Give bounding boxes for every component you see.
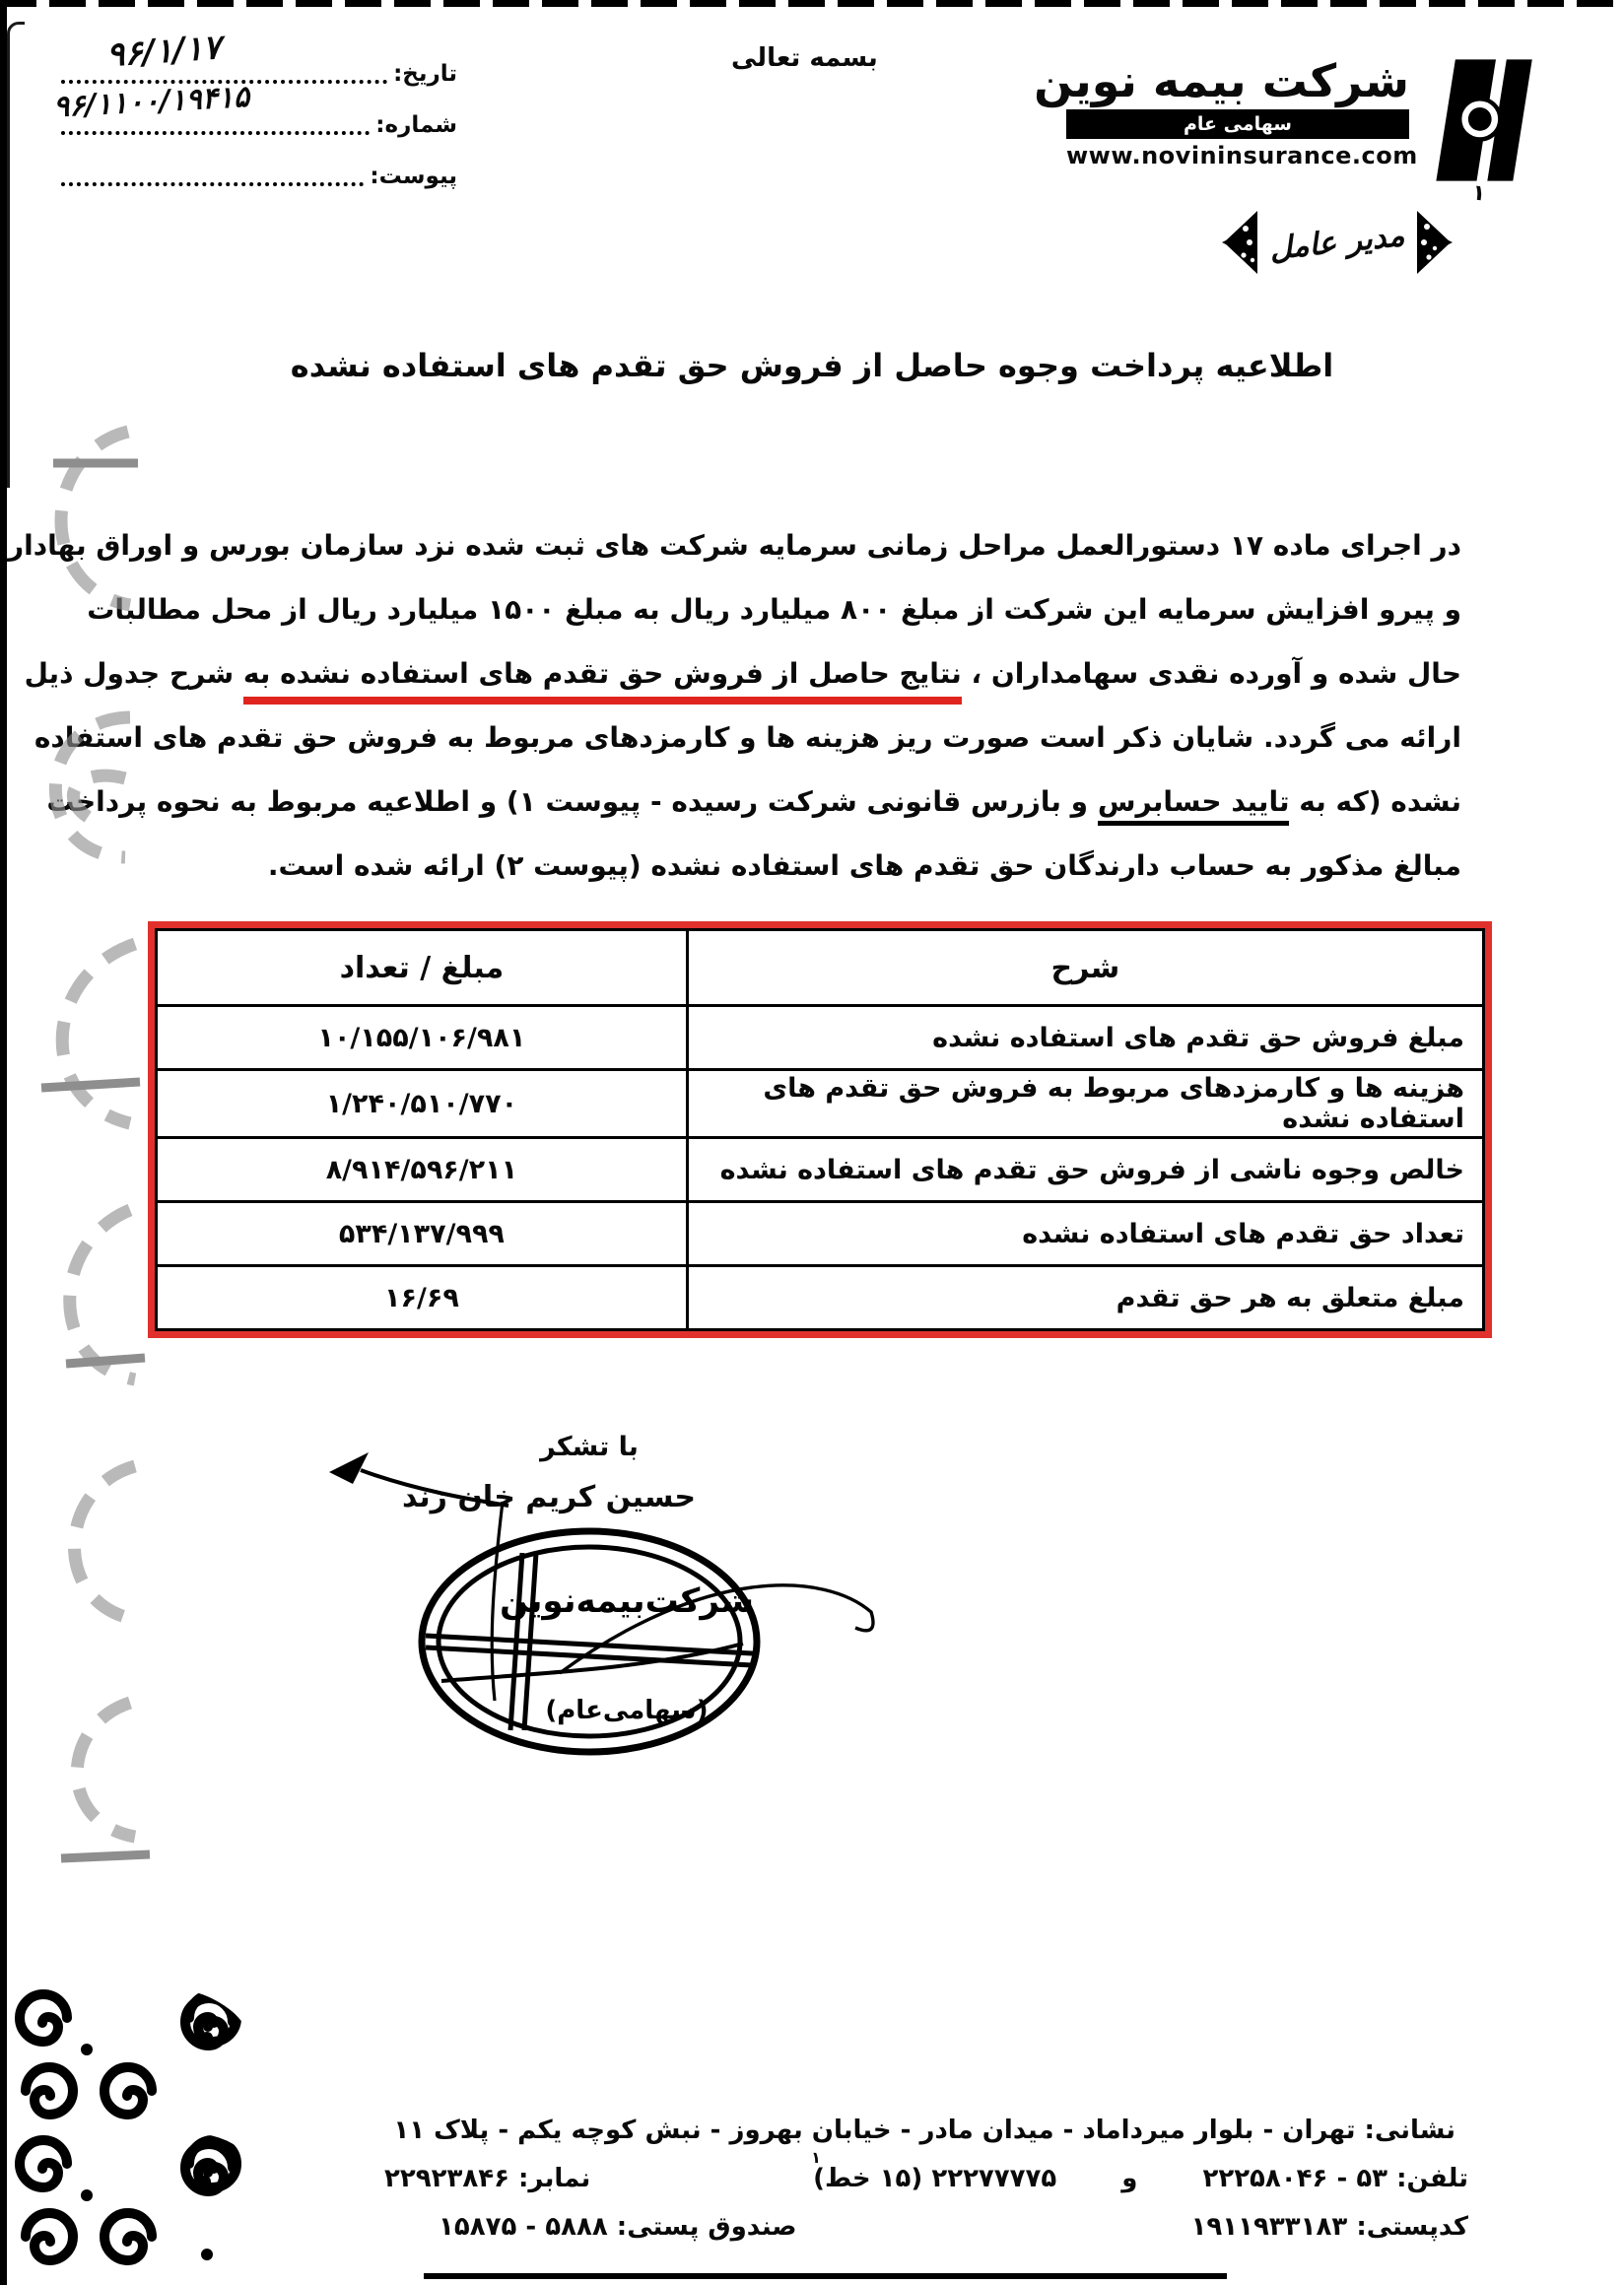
footer-po-box: صندوق پستی: ۵۸۸۸ - ۱۵۸۷۵ <box>439 2212 797 2242</box>
results-table-wrapper <box>148 921 1492 1338</box>
body-line-1: در اجرای ماده ۱۷ دستورالعمل مراحل زمانی سرمایه شرکت های ثبت شده نزد سازمان بورس و اوراق بهادار <box>8 529 1461 562</box>
body-line-2: و پیرو افزایش سرمایه این شرکت از مبلغ ۸۰۰ میلیارد ریال به مبلغ ۱۵۰۰ میلیارد ریال از محل مطالبات <box>87 593 1461 626</box>
signature-thanks: با تشکر <box>540 1432 639 1462</box>
signatory-name: حسین کریم خان زند <box>402 1480 696 1514</box>
scan-edge-left <box>0 0 7 2285</box>
company-logo-block <box>1034 54 1543 185</box>
row-amount: ۸/۹۱۴/۵۹۶/۲۱۱ <box>157 1138 688 1202</box>
body-line-3-pre: حال شده و آورده نقدی سهامداران ، <box>961 657 1461 690</box>
attachment-field <box>51 154 457 189</box>
red-underlined-phrase: نتایج حاصل از فروش حق تقدم های استفاده نشده به <box>243 657 962 705</box>
row-description: خالص وجوه ناشی از فروش حق تقدم های استفاده نشده <box>687 1138 1483 1202</box>
stamp-ornament-right-icon <box>1415 209 1455 276</box>
row-description: هزینه ها و کارمزدهای مربوط به فروش حق تقدم های استفاده نشده <box>687 1070 1483 1138</box>
number-label: شماره: <box>375 112 457 138</box>
footer-codes-line <box>384 2212 1468 2242</box>
bismillah-text: بسمه تعالی <box>731 43 878 73</box>
attachment-label: پیوست: <box>370 164 457 189</box>
footer-phone2 <box>811 2148 1057 2193</box>
body-line-3 <box>24 644 1461 708</box>
scan-edge-bottom <box>424 2273 1227 2279</box>
company-oval-stamp <box>412 1525 885 1762</box>
footer-phone2-superscript: ۱ <box>811 2148 821 2167</box>
letter-meta-fields <box>51 27 457 205</box>
row-amount: ۱/۲۴۰/۵۱۰/۷۷۰ <box>157 1070 688 1138</box>
scan-speck: ۱ <box>1470 180 1488 207</box>
footer-fax: نمابر: ۲۲۹۲۳۸۴۶ <box>384 2164 591 2193</box>
body-line-3-post: شرح جدول ذیل <box>24 657 243 690</box>
scan-edge-top <box>0 0 1624 7</box>
footer-address: نشانی: تهران - بلوار میرداماد - میدان مادر - خیابان بهروز - نبش کوچه یکم - پلاک ۱۱ <box>393 2116 1455 2145</box>
company-type-bar: سهامی عام <box>1066 109 1409 139</box>
body-line-5-post: و بازرس قانونی شرکت رسیده - پیوست ۱) و اطلاعیه مربوط به نحوه پرداخت <box>46 785 1098 818</box>
body-line-5-pre: نشده (که به <box>1289 785 1461 818</box>
footer-phone1: تلفن: ۵۳ - ۲۲۲۵۸۰۴۶ <box>1202 2164 1468 2193</box>
body-line-6: مبالغ مذکور به حساب دارندگان حق تقدم های استفاده نشده (پیوست ۲) ارائه شده است. <box>267 849 1461 882</box>
number-field <box>51 79 457 138</box>
footer-phone2-text: ۲۲۲۷۷۷۷۵ (۱۵ خط) <box>813 2164 1057 2193</box>
row-description: مبلغ فروش حق تقدم های استفاده نشده <box>687 1006 1483 1070</box>
spiral-ornament-pattern <box>0 1988 266 2285</box>
row-description: تعداد حق تقدم های استفاده نشده <box>687 1202 1483 1266</box>
stamp-ornament-left-icon <box>1220 209 1259 276</box>
company-name: شرکت بیمه نوین <box>1034 54 1409 107</box>
number-handwritten-value: ۹۶/۱۱۰۰/۱۹۴۱۵ <box>52 79 250 125</box>
attachment-dotted-line <box>61 157 364 186</box>
date-field <box>51 27 457 87</box>
stamp-company-type: (سهامی‌عام) <box>545 1696 709 1725</box>
managing-director-label: مدیر عامل <box>1267 217 1407 268</box>
row-amount: ۱۰/۱۵۵/۱۰۶/۹۸۱ <box>157 1006 688 1070</box>
body-line-4: ارائه می گردد. شایان ذکر است صورت ریز هزینه ها و کارمزدهای مربوط به فروش حق تقدم های استفاده <box>34 721 1461 754</box>
date-label: تاریخ: <box>393 61 457 87</box>
results-table <box>155 928 1485 1331</box>
footer-phone-line <box>384 2148 1468 2193</box>
stamp-company-name: شرکت‌بیمه‌نوین <box>500 1581 754 1621</box>
document-title: اطلاعیه پرداخت وجوه حاصل از فروش حق تقدم های استفاده نشده <box>290 347 1334 384</box>
table-row <box>157 1266 1484 1330</box>
table-row <box>157 1138 1484 1202</box>
row-description: مبلغ متعلق به هر حق تقدم <box>687 1266 1483 1330</box>
date-handwritten-value: ۹۶/۱/۱۷ <box>104 27 223 76</box>
row-amount: ۵۳۴/۱۳۷/۹۹۹ <box>157 1202 688 1266</box>
header-amount: مبلغ / تعداد <box>157 930 688 1006</box>
footer-postal-code: کدپستی: ۱۹۱۱۹۳۳۱۸۳ <box>1190 2212 1468 2242</box>
body-line-5 <box>46 773 1461 837</box>
table-row <box>157 1202 1484 1266</box>
body-paragraph <box>8 516 1461 901</box>
table-row <box>157 1070 1484 1138</box>
table-header-row <box>157 930 1484 1006</box>
managing-director-stamp <box>1220 209 1455 276</box>
faint-watermark <box>12 392 160 1890</box>
row-amount: ۱۶/۶۹ <box>157 1266 688 1330</box>
company-logo-icon <box>1423 55 1543 185</box>
footer-and: و <box>1121 2164 1138 2193</box>
underlined-auditor-phrase: تایید حسابرس <box>1098 785 1290 826</box>
table-row <box>157 1006 1484 1070</box>
company-logo-texts <box>1034 54 1418 169</box>
company-website: www.novininsurance.com <box>1066 142 1418 169</box>
header-description: شرح <box>687 930 1483 1006</box>
